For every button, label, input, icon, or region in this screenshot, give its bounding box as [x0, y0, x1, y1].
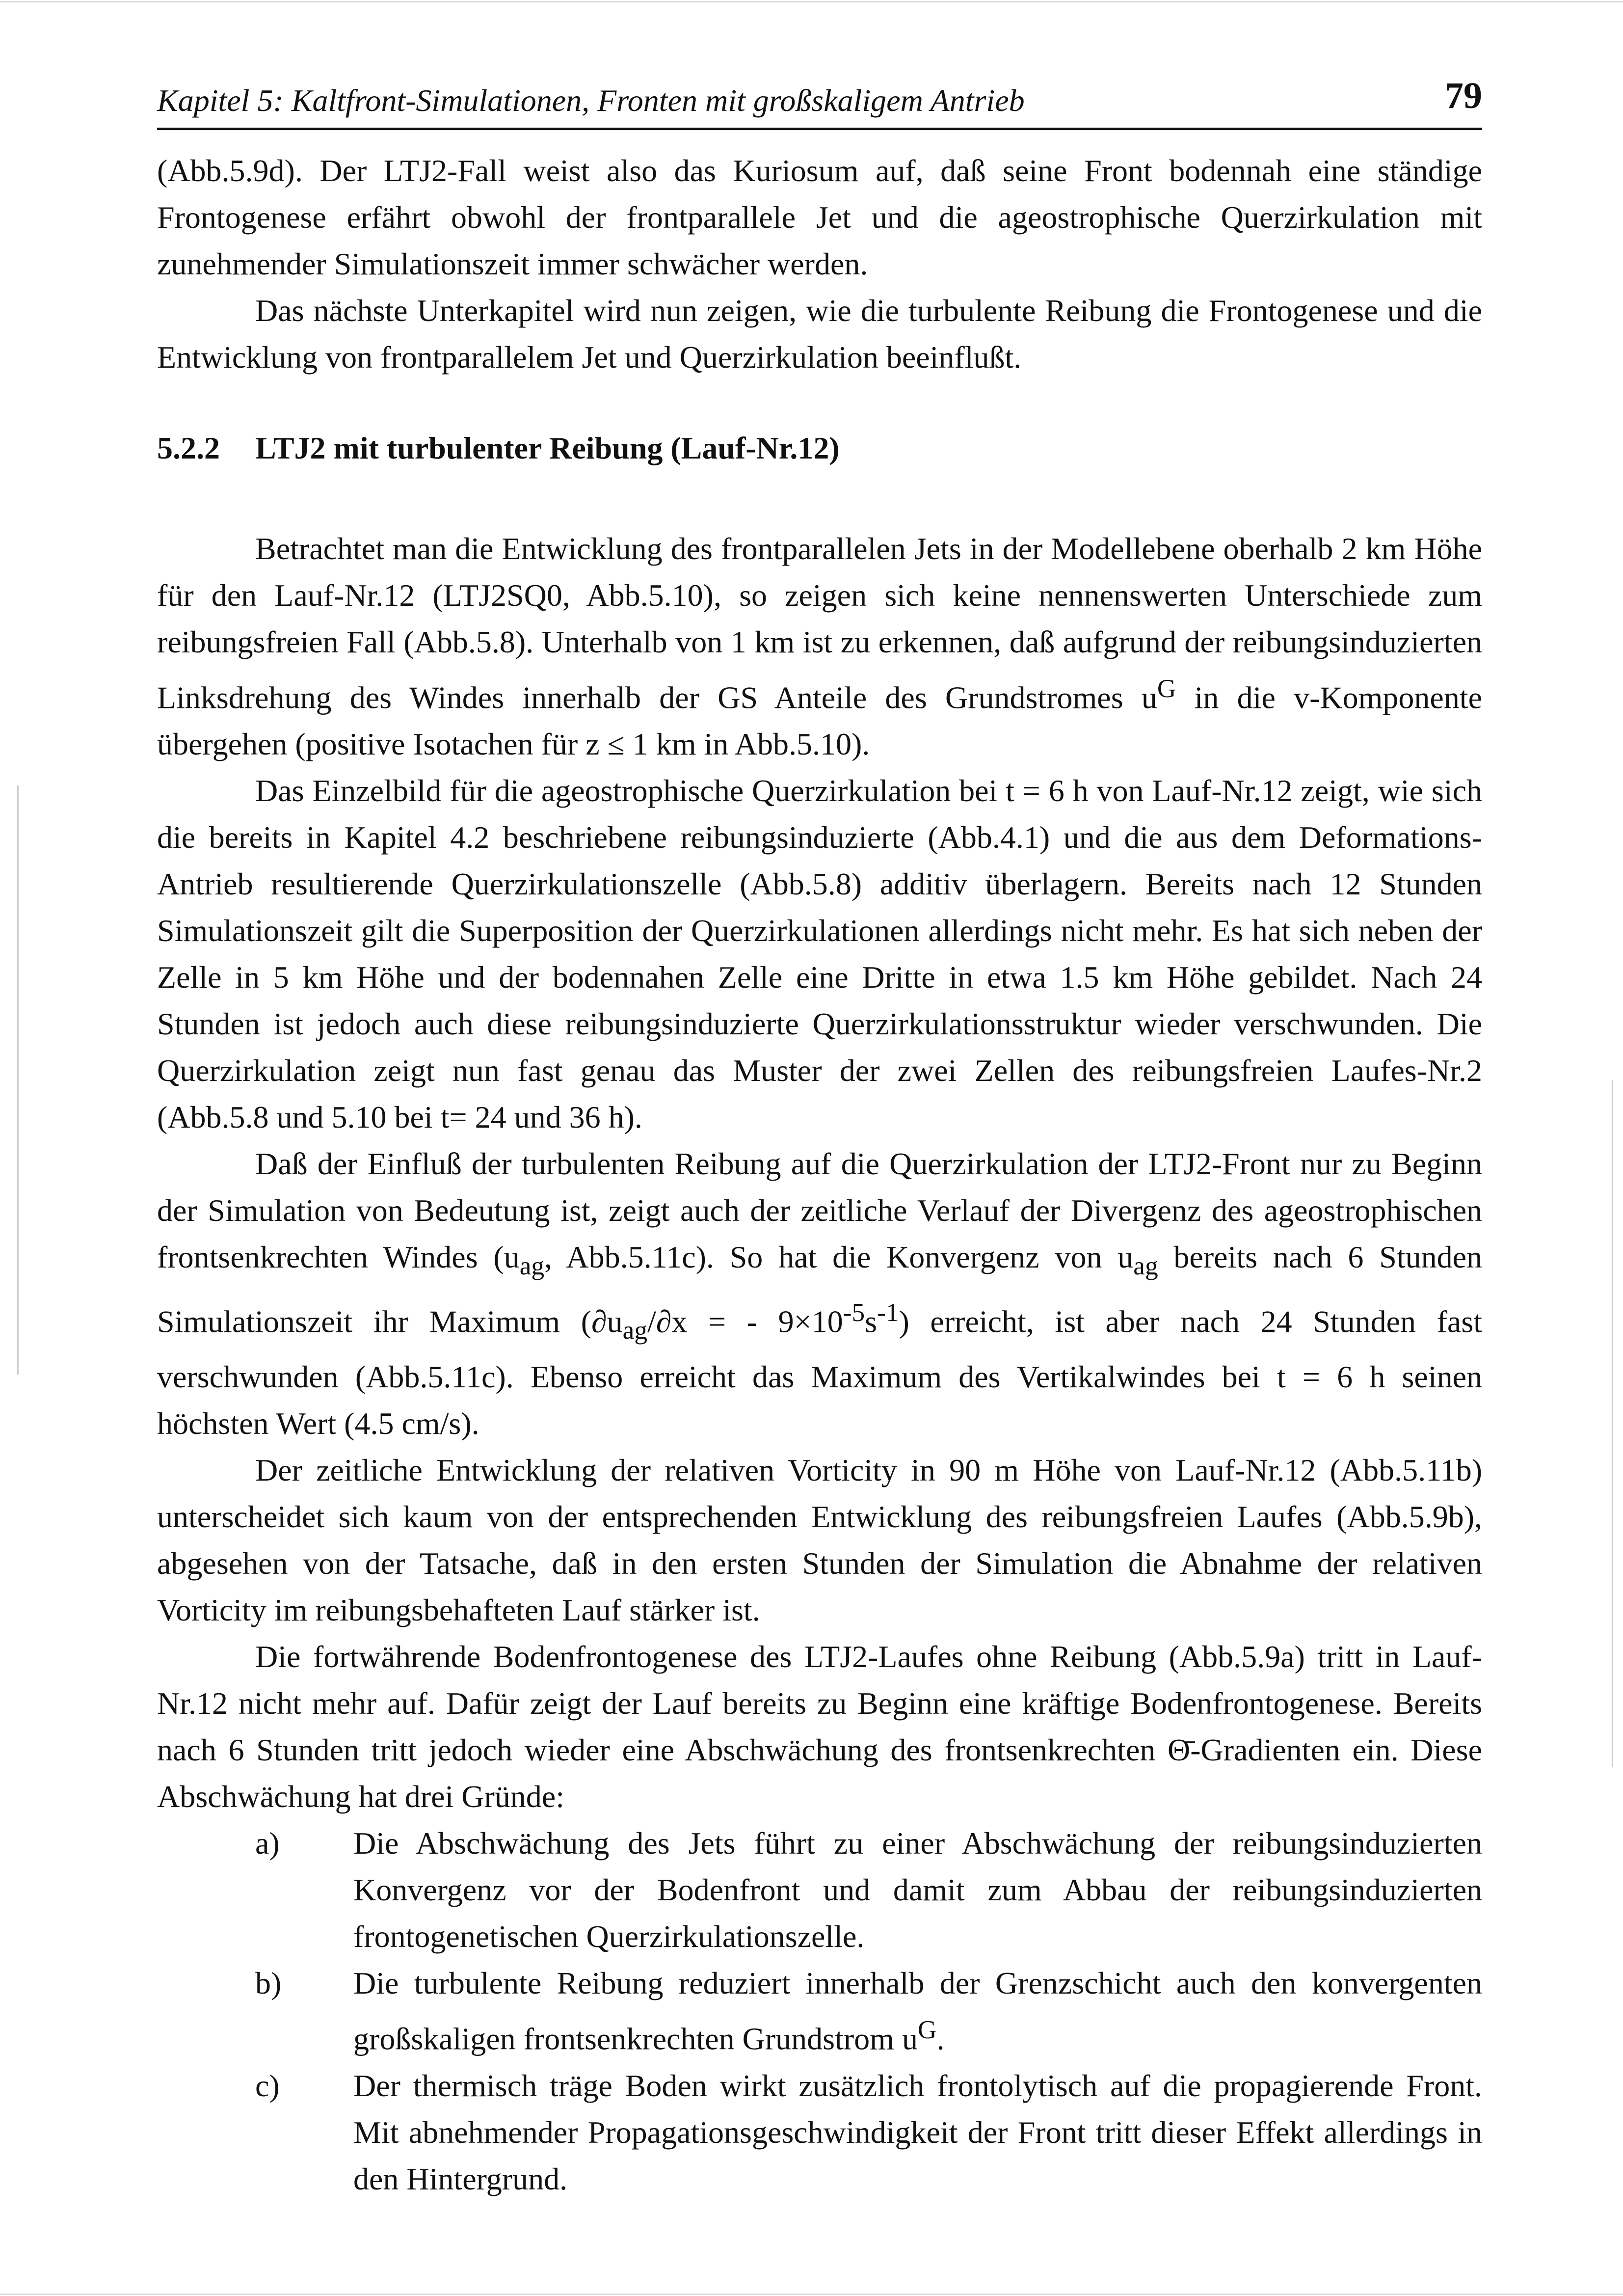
text-run: in die v-Komponente übergehen (positive Isotachen für z ≤ 1 km in Abb.5.10). [157, 680, 1483, 762]
text-run: s [865, 1304, 878, 1339]
scan-edge-left [17, 785, 19, 1375]
text-run: ) erreicht, ist aber nach 24 Stunden fast verschwunden (Abb.5.11c). Ebenso erreicht das Maximum des Vertikalwindes bei t = 6 h seinen höchsten Wert (4.5 cm/s). [157, 1304, 1483, 1441]
text-run: /∂x = - 9×10 [647, 1304, 843, 1339]
superscript: G [1157, 674, 1176, 703]
list-item-text: Der thermisch träge Boden wirkt zusätzlich frontolytisch auf die propagierende Front. Mit abnehmender Propagationsgeschwindigkeit der Front tritt dieser Effekt allerdings in den Hintergrund. [353, 2068, 1482, 2196]
paragraph [157, 1633, 1482, 1820]
paragraph: Der zeitliche Entwicklung der relativen Vorticity in 90 m Höhe von Lauf-Nr.12 (Abb.5.11b) unterscheidet sich kaum von der entsprechenden Entwicklung des reibungsfreien Laufes (Abb.5.9b), abgesehen von der Tatsache, daß in den ersten Stunden der Simulation die Abnahme der relativen Vorticity im reibungsbehafteten Lauf stärker ist. [157, 1453, 1482, 1628]
paragraph: Das Einzelbild für die ageostrophische Querzirkulation bei t = 6 h von Lauf-Nr.12 zeigt, wie sich die bereits in Kapitel 4.2 beschriebene reibungsinduzierte (Abb.4.1) und die aus dem Deformations-Antrieb resultierende Querzirkulationszelle (Abb.5.8) additiv überlagern. Bereits nach 12 Stunden Simulationszeit gilt die Superposition der Querzirkulationen allerdings nicht mehr. Es hat sich neben der Zelle in 5 km Höhe und der bodennahen Zelle eine Dritte in etwa 1.5 km Höhe gebildet. Nach 24 Stunden ist jedoch auch diese reibungsinduzierte Querzirkulationsstruktur wieder verschwunden. Die Querzirkulation zeigt nun fast genau das Muster der zwei Zellen des reibungsfreien Laufes-Nr.2 (Abb.5.8 und 5.10 bei t= 24 und 36 h). [157, 773, 1482, 1135]
paragraph [157, 525, 1482, 767]
text-run: , Abb.5.11c). So hat die Konvergenz von u [544, 1240, 1134, 1275]
paragraph: (Abb.5.9d). Der LTJ2-Fall weist also das Kuriosum auf, daß seine Front bodennah eine ständige Frontogenese erfährt obwohl der frontparallele Jet und die ageostrophische Querzirkulation mit zunehmender Simulationszeit immer schwächer werden. [157, 153, 1482, 281]
list-item-text: Die Abschwächung des Jets führt zu einer Abschwächung der reibungsinduzierten Konvergenz vor der Bodenfront und damit zum Abbau der reibungsinduzierten frontogenetischen Querzirkulationszelle. [353, 1826, 1482, 1954]
text-run: Die turbulente Reibung reduziert innerhalb der Grenzschicht auch den konvergenten großskaligen frontsenkrechten Grundstrom u [353, 1966, 1482, 2056]
paragraph: Das nächste Unterkapitel wird nun zeigen, wie die turbulente Reibung die Frontogenese und die Entwicklung von frontparallelem Jet und Querzirkulation beeinflußt. [157, 293, 1482, 375]
running-header [157, 74, 1482, 130]
text-run: . [936, 2021, 945, 2056]
text-run: Die fortwährende Bodenfrontogenese des LTJ2-Laufes ohne Reibung (Abb.5.9a) tritt in Lauf-Nr.12 nicht mehr auf. Dafür zeigt der Lauf bereits zu Beginn eine kräftige Bodenfrontogenese. Bereits nach 6 Stunden tritt jedoch wieder eine Abschwächung des frontsenkrechten [157, 1639, 1482, 1768]
superscript: -1 [877, 1297, 899, 1327]
theta-symbol: Θ̄ [1168, 1732, 1191, 1768]
list-item-text [353, 1960, 1482, 2062]
subscript: ag [1133, 1251, 1158, 1281]
scan-edge-right [1612, 1080, 1613, 1767]
list-marker: a) [255, 1826, 280, 1861]
text-run: Betrachtet man die Entwicklung des frontparallelen Jets in der Modellebene oberhalb 2 km Höhe für den Lauf-Nr.12 (LTJ2SQ0, Abb.5.10), so zeigen sich keine nennenswerten Unterschiede zum reibungsfreien Fall (Abb.5.8). Unterhalb von 1 km ist zu erkennen, daß aufgrund der reibungsinduzierten Linksdrehung des Windes innerhalb der GS Anteile des Grundstromes u [157, 531, 1482, 715]
text-run: Daß der Einfluß der turbulenten Reibung auf die Querzirkulation der LTJ2-Front nur zu Beginn der Simulation von Bedeutung ist, zeigt auch der zeitliche Verlauf der Divergenz des ageostrophischen frontsenkrechten Windes (u [157, 1146, 1482, 1275]
paragraph [157, 1140, 1482, 1447]
list-marker: b) [255, 1966, 282, 2001]
superscript: G [917, 2015, 937, 2045]
list-item [157, 1820, 1482, 1960]
body-text [157, 147, 1482, 2202]
text-run: -Gradienten ein. Diese Abschwächung hat drei Gründe: [157, 1732, 1483, 1814]
superscript: -5 [843, 1297, 865, 1327]
subscript: ag [622, 1315, 648, 1345]
list-item [157, 1960, 1482, 2062]
chapter-title: Kapitel 5: Kaltfront-Simulationen, Fronten mit großskaligem Antrieb [157, 83, 1025, 118]
section-title: LTJ2 mit turbulenter Reibung (Lauf-Nr.12) [255, 431, 840, 465]
text-run: bereits nach 6 Stunden Simulationszeit ihr Maximum (∂u [157, 1240, 1483, 1339]
list-item [157, 2062, 1482, 2202]
subscript: ag [519, 1251, 545, 1281]
section-heading [157, 425, 1482, 471]
section-number: 5.2.2 [157, 431, 220, 465]
reasons-list [157, 1820, 1482, 2202]
list-marker: c) [255, 2068, 280, 2103]
document-page [157, 0, 1482, 2296]
page-number: 79 [1445, 75, 1482, 116]
